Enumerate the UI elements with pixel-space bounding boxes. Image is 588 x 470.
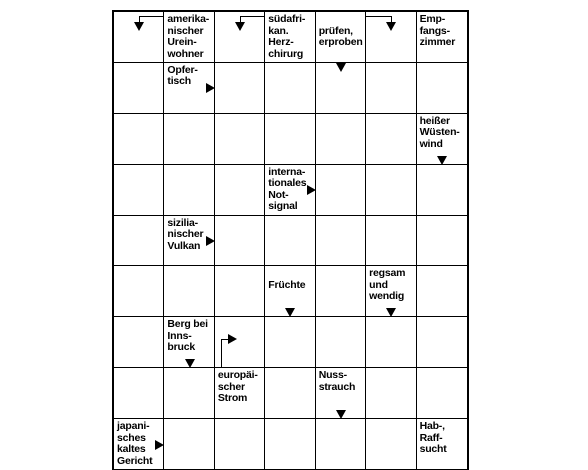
arrow-hook-line — [366, 16, 391, 17]
arrow-cell-r0c2 — [215, 12, 265, 63]
clue-amerikanischer-ureinwohner — [164, 12, 214, 63]
answer-cell[interactable] — [366, 63, 416, 114]
arrow-hook-line — [221, 339, 222, 369]
arrow-right-icon — [307, 185, 316, 195]
clue-hab-raffsucht — [417, 419, 467, 470]
answer-cell[interactable] — [114, 368, 164, 419]
answer-cell[interactable] — [265, 368, 315, 419]
answer-cell[interactable] — [114, 266, 164, 317]
arrow-down-icon — [336, 63, 346, 72]
answer-cell[interactable] — [417, 317, 467, 368]
arrow-hook-line — [240, 16, 266, 17]
clue-text: Nuss- strauch — [318, 369, 356, 393]
clue-text: Berg bei Inns- bruck — [167, 318, 208, 354]
answer-cell[interactable] — [265, 419, 315, 470]
answer-cell[interactable] — [265, 216, 315, 267]
clue-text: Opfer- tisch — [167, 63, 198, 88]
clue-text: Hab-, Raff- sucht — [419, 420, 447, 456]
answer-cell[interactable] — [164, 419, 214, 470]
answer-cell[interactable] — [265, 114, 315, 165]
answer-cell[interactable] — [215, 114, 265, 165]
answer-cell[interactable] — [114, 63, 164, 114]
arrow-cell-r6c2 — [215, 317, 265, 368]
clue-text: regsam und wendig — [369, 267, 406, 303]
clue-opfertisch — [164, 63, 214, 114]
arrow-right-icon — [206, 83, 215, 93]
answer-cell[interactable] — [366, 419, 416, 470]
answer-cell[interactable] — [366, 368, 416, 419]
answer-cell[interactable] — [316, 165, 366, 216]
arrow-cell-r1c4 — [316, 63, 366, 114]
clue-text: südafri- kan. Herz- chirurg — [268, 13, 306, 60]
answer-cell[interactable] — [265, 63, 315, 114]
arrow-down-icon — [386, 308, 396, 317]
answer-cell[interactable] — [215, 216, 265, 267]
clue-regsam-und-wendig — [366, 266, 416, 317]
arrow-down-icon — [235, 22, 245, 31]
clue-text: amerika- nischer Urein- wohner — [167, 13, 210, 60]
answer-cell[interactable] — [417, 216, 467, 267]
answer-cell[interactable] — [316, 114, 366, 165]
answer-cell[interactable] — [417, 266, 467, 317]
answer-cell[interactable] — [215, 266, 265, 317]
arrow-right-icon — [228, 334, 237, 344]
clue-suedafrik-herzchirurg — [265, 12, 315, 63]
crossword-grid — [112, 10, 469, 470]
answer-cell[interactable] — [114, 216, 164, 267]
arrow-down-icon — [285, 308, 295, 317]
arrow-cell-r0c5 — [366, 12, 416, 63]
arrow-down-icon — [386, 22, 396, 31]
clue-fruechte — [265, 266, 315, 317]
answer-cell[interactable] — [215, 419, 265, 470]
clue-nussstrauch — [316, 368, 366, 419]
clue-empfangszimmer — [417, 12, 467, 63]
clue-europaeischer-strom — [215, 368, 265, 419]
answer-cell[interactable] — [265, 317, 315, 368]
clue-pruefen-erproben — [316, 12, 366, 63]
answer-cell[interactable] — [366, 114, 416, 165]
clue-text: interna- tionales Not- signal — [268, 165, 307, 213]
clue-text: sizilia- nischer Vulkan — [167, 216, 204, 252]
answer-cell[interactable] — [417, 368, 467, 419]
answer-cell[interactable] — [114, 114, 164, 165]
answer-cell[interactable] — [316, 266, 366, 317]
answer-cell[interactable] — [417, 63, 467, 114]
answer-cell[interactable] — [114, 165, 164, 216]
answer-cell[interactable] — [316, 216, 366, 267]
clue-japanisches-kaltes-gericht — [114, 419, 164, 470]
clue-text: heißer Wüsten- wind — [419, 114, 460, 150]
answer-cell[interactable] — [316, 317, 366, 368]
clue-text: Emp- fangs- zimmer — [419, 13, 456, 48]
arrow-right-icon — [155, 440, 164, 450]
clue-berg-bei-innsbruck — [164, 317, 214, 368]
answer-cell[interactable] — [215, 63, 265, 114]
arrow-down-icon — [185, 359, 195, 368]
arrow-right-icon — [206, 236, 215, 246]
clue-heisser-wuestenwind — [417, 114, 467, 165]
answer-cell[interactable] — [114, 317, 164, 368]
clue-internationales-notsignal — [265, 165, 315, 216]
answer-cell[interactable] — [215, 165, 265, 216]
answer-cell[interactable] — [164, 114, 214, 165]
clue-sizilianischer-vulkan — [164, 216, 214, 267]
answer-cell[interactable] — [164, 165, 214, 216]
answer-cell[interactable] — [366, 165, 416, 216]
arrow-cell-r0c0 — [114, 12, 164, 63]
arrow-hook-line — [139, 16, 165, 17]
arrow-down-icon — [437, 156, 447, 165]
clue-text: japani- sches kaltes Gericht — [117, 420, 153, 467]
answer-cell[interactable] — [164, 266, 214, 317]
arrow-down-icon — [134, 22, 144, 31]
clue-text: prüfen, erproben — [318, 24, 363, 48]
answer-cell[interactable] — [417, 165, 467, 216]
answer-cell[interactable] — [164, 368, 214, 419]
answer-cell[interactable] — [366, 317, 416, 368]
arrow-down-icon — [336, 410, 346, 419]
answer-cell[interactable] — [316, 419, 366, 470]
clue-text: Früchte — [268, 278, 306, 291]
clue-text: europäi- scher Strom — [217, 369, 258, 405]
answer-cell[interactable] — [366, 216, 416, 267]
